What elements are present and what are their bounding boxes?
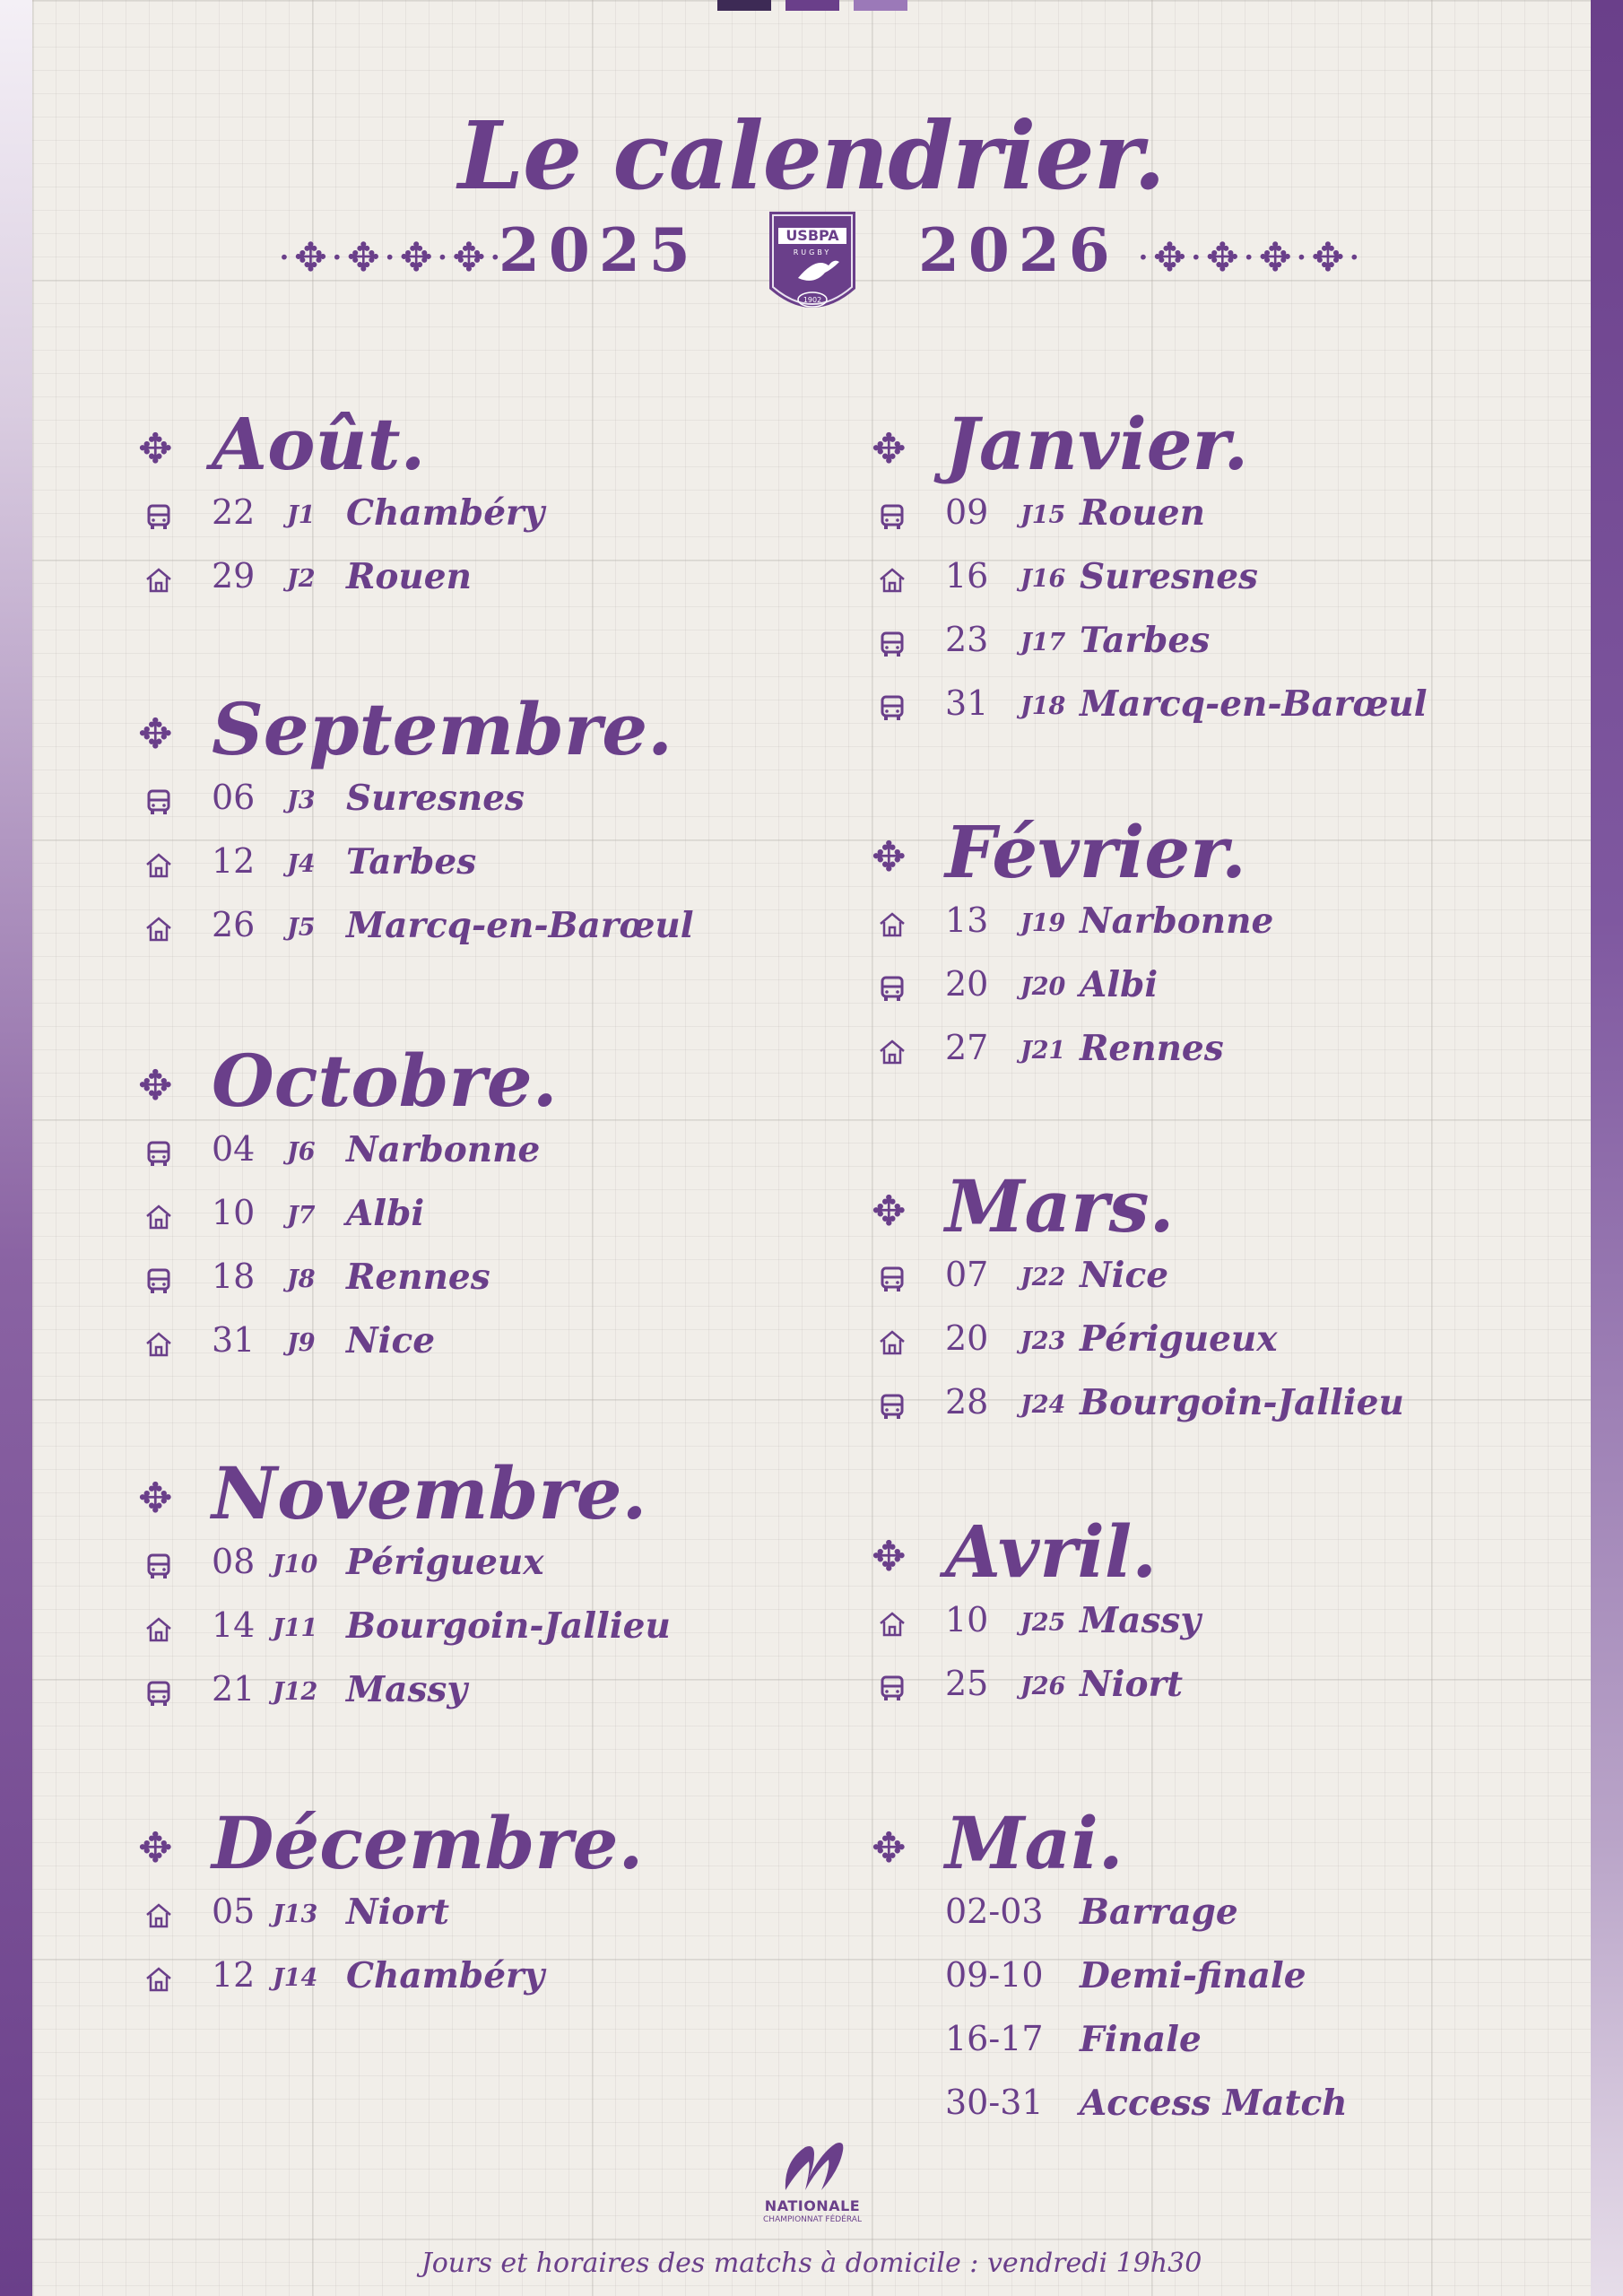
match-day: 09-10 xyxy=(945,1955,1044,1995)
match-round: J9 xyxy=(287,1329,316,1357)
match-day: 04 xyxy=(212,1129,256,1169)
away-bus-icon xyxy=(143,1678,174,1709)
match-day: 20 xyxy=(945,1318,989,1358)
month-header xyxy=(868,402,1532,489)
month-header xyxy=(868,810,1532,897)
match-opponent: Tarbes xyxy=(1080,620,1211,661)
month-name: Août. xyxy=(212,402,426,486)
home-house-icon xyxy=(877,909,907,940)
match-opponent: Bourgoin-Jallieu xyxy=(346,1605,671,1647)
match-opponent: Périgueux xyxy=(1080,1318,1278,1360)
club-crest xyxy=(762,206,863,328)
right-color-band xyxy=(1591,0,1623,2296)
league-sub: CHAMPIONNAT FÉDÉRAL xyxy=(763,2215,862,2224)
season-start-year: 2025 xyxy=(499,215,699,285)
cross-ornament-icon: ✥ xyxy=(872,832,907,881)
ornament-left: ·✥·✥·✥·✥· xyxy=(278,235,506,281)
month-name: Janvier. xyxy=(945,402,1249,486)
match-day: 25 xyxy=(945,1664,989,1703)
month-name: Décembre. xyxy=(212,1801,644,1885)
match-day: 13 xyxy=(945,900,989,940)
match-day: 10 xyxy=(945,1600,989,1639)
match-round: J23 xyxy=(1020,1327,1066,1355)
month-block xyxy=(868,810,1532,1088)
away-bus-icon xyxy=(877,1264,907,1294)
away-bus-icon xyxy=(143,787,174,817)
match-round: J11 xyxy=(273,1614,318,1642)
left-color-band xyxy=(0,0,32,2296)
away-bus-icon xyxy=(143,1265,174,1296)
match-opponent: Tarbes xyxy=(346,841,477,883)
cross-ornament-icon: ✥ xyxy=(872,1532,907,1580)
match-round: J19 xyxy=(1020,909,1066,937)
match-row xyxy=(868,897,1532,961)
cross-ornament-icon: ✥ xyxy=(872,1823,907,1872)
match-opponent: Niort xyxy=(346,1892,450,1933)
page-title: Le calendrier. xyxy=(457,100,1166,211)
match-round: J5 xyxy=(287,914,316,942)
away-bus-icon xyxy=(877,1673,907,1703)
match-opponent: Suresnes xyxy=(1080,556,1258,597)
season-header xyxy=(0,206,1623,332)
match-round: J22 xyxy=(1020,1264,1066,1292)
match-row xyxy=(135,1126,834,1189)
home-house-icon xyxy=(877,1037,907,1067)
match-day: 09 xyxy=(945,492,989,532)
match-round: J13 xyxy=(273,1900,318,1928)
match-day: 02-03 xyxy=(945,1892,1044,1931)
crest-name: USBPA xyxy=(785,227,839,244)
away-bus-icon xyxy=(877,1391,907,1422)
match-row xyxy=(868,1378,1532,1442)
match-row xyxy=(868,552,1532,616)
away-bus-icon xyxy=(877,501,907,532)
match-day: 28 xyxy=(945,1382,989,1422)
match-day: 16 xyxy=(945,556,989,596)
month-header xyxy=(135,687,834,774)
match-row xyxy=(868,2079,1532,2143)
cross-ornament-icon: ✥ xyxy=(872,424,907,473)
month-header xyxy=(868,1164,1532,1251)
match-row xyxy=(135,1602,834,1665)
match-day: 31 xyxy=(945,683,989,723)
match-row xyxy=(868,1952,1532,2015)
match-opponent: Marcq-en-Barœul xyxy=(346,905,694,946)
match-row xyxy=(868,680,1532,744)
month-name: Octobre. xyxy=(212,1039,558,1123)
match-round: J7 xyxy=(287,1202,316,1230)
match-row xyxy=(135,901,834,965)
month-block xyxy=(135,1451,834,1729)
match-day: 20 xyxy=(945,964,989,1004)
match-round: J2 xyxy=(287,565,316,593)
home-house-icon xyxy=(143,850,174,881)
match-row xyxy=(135,1888,834,1952)
match-row xyxy=(135,489,834,552)
match-day: 29 xyxy=(212,556,256,596)
match-day: 08 xyxy=(212,1542,256,1581)
match-row xyxy=(868,1888,1532,1952)
match-round: J20 xyxy=(1020,973,1066,1001)
match-opponent: Narbonne xyxy=(346,1129,541,1170)
month-header xyxy=(135,1801,834,1888)
match-row xyxy=(135,1189,834,1253)
match-opponent: Finale xyxy=(1080,2019,1202,2060)
match-opponent: Chambéry xyxy=(346,492,545,534)
league-name: NATIONALE xyxy=(764,2197,861,2214)
month-block xyxy=(868,1164,1532,1442)
match-row xyxy=(868,1660,1532,1724)
match-row xyxy=(868,1596,1532,1660)
match-opponent: Chambéry xyxy=(346,1955,545,1996)
match-round: J4 xyxy=(287,850,316,878)
home-house-icon xyxy=(877,1609,907,1639)
month-header xyxy=(135,402,834,489)
match-opponent: Rennes xyxy=(1080,1028,1224,1069)
month-block xyxy=(868,1801,1532,2143)
match-day: 10 xyxy=(212,1193,256,1232)
match-round: J26 xyxy=(1020,1673,1066,1700)
cross-ornament-icon: ✥ xyxy=(138,424,173,473)
match-day: 16-17 xyxy=(945,2019,1044,2058)
match-opponent: Nice xyxy=(346,1320,436,1361)
match-day: 22 xyxy=(212,492,256,532)
month-block xyxy=(868,402,1532,744)
month-header xyxy=(135,1451,834,1538)
month-header xyxy=(135,1039,834,1126)
match-opponent: Access Match xyxy=(1080,2083,1348,2124)
match-round: J3 xyxy=(287,787,316,814)
match-opponent: Massy xyxy=(346,1669,468,1710)
match-opponent: Nice xyxy=(1080,1255,1169,1296)
match-day: 23 xyxy=(945,620,989,659)
match-day: 05 xyxy=(212,1892,256,1931)
crest-sub: RUGBY xyxy=(793,248,832,257)
match-row xyxy=(135,552,834,616)
match-round: J14 xyxy=(273,1964,318,1992)
match-round: J25 xyxy=(1020,1609,1066,1637)
match-row xyxy=(135,1665,834,1729)
cross-ornament-icon: ✥ xyxy=(138,1474,173,1522)
match-row xyxy=(135,838,834,901)
home-house-icon xyxy=(143,1614,174,1645)
match-row xyxy=(868,961,1532,1024)
match-day: 06 xyxy=(212,778,256,817)
match-row xyxy=(135,774,834,838)
match-row xyxy=(135,1538,834,1602)
match-day: 31 xyxy=(212,1320,256,1360)
match-day: 26 xyxy=(212,905,256,944)
month-block xyxy=(135,687,834,965)
season-end-year: 2026 xyxy=(918,215,1119,285)
footer-note: Jours et horaires des matchs à domicile : vendredi 19h30 xyxy=(421,2248,1202,2279)
home-house-icon xyxy=(143,1964,174,1995)
match-round: J24 xyxy=(1020,1391,1066,1419)
month-block xyxy=(868,1509,1532,1724)
match-opponent: Narbonne xyxy=(1080,900,1274,942)
league-logo-mark xyxy=(759,2135,866,2197)
top-color-tab xyxy=(785,0,839,11)
month-header xyxy=(868,1801,1532,1888)
home-house-icon xyxy=(143,914,174,944)
away-bus-icon xyxy=(877,692,907,723)
match-round: J10 xyxy=(273,1551,318,1578)
month-name: Septembre. xyxy=(212,687,673,771)
home-house-icon xyxy=(143,1900,174,1931)
match-opponent: Niort xyxy=(1080,1664,1184,1705)
away-bus-icon xyxy=(877,629,907,659)
match-day: 18 xyxy=(212,1257,256,1296)
crest-year: 1902 xyxy=(803,296,822,304)
match-opponent: Suresnes xyxy=(346,778,525,819)
match-opponent: Rennes xyxy=(346,1257,490,1298)
away-bus-icon xyxy=(143,1138,174,1169)
match-opponent: Barrage xyxy=(1080,1892,1238,1933)
home-house-icon xyxy=(877,565,907,596)
match-day: 12 xyxy=(212,841,256,881)
match-round: J8 xyxy=(287,1265,316,1293)
match-day: 30-31 xyxy=(945,2083,1044,2122)
match-row xyxy=(135,1253,834,1317)
away-bus-icon xyxy=(143,1551,174,1581)
month-block xyxy=(135,1039,834,1380)
match-round: J18 xyxy=(1020,692,1066,720)
match-row xyxy=(135,1952,834,2015)
cross-ornament-icon: ✥ xyxy=(138,1061,173,1109)
match-row xyxy=(868,616,1532,680)
top-color-tab xyxy=(854,0,907,11)
match-round: J6 xyxy=(287,1138,316,1166)
home-house-icon xyxy=(143,1202,174,1232)
match-opponent: Albi xyxy=(1080,964,1159,1005)
cross-ornament-icon: ✥ xyxy=(138,1823,173,1872)
month-name: Novembre. xyxy=(212,1451,647,1535)
month-header xyxy=(868,1509,1532,1596)
match-day: 21 xyxy=(212,1669,256,1709)
match-row xyxy=(135,1317,834,1380)
match-round: J15 xyxy=(1020,501,1066,529)
home-house-icon xyxy=(143,565,174,596)
match-opponent: Rouen xyxy=(1080,492,1205,534)
cross-ornament-icon: ✥ xyxy=(872,1187,907,1235)
match-round: J21 xyxy=(1020,1037,1066,1065)
match-day: 12 xyxy=(212,1955,256,1995)
match-opponent: Rouen xyxy=(346,556,472,597)
match-round: J17 xyxy=(1020,629,1066,657)
match-opponent: Bourgoin-Jallieu xyxy=(1080,1382,1404,1423)
match-round: J12 xyxy=(273,1678,318,1706)
match-opponent: Albi xyxy=(346,1193,425,1234)
cross-ornament-icon: ✥ xyxy=(138,709,173,758)
month-block xyxy=(135,1801,834,2015)
month-name: Février. xyxy=(945,810,1246,894)
top-color-tab xyxy=(717,0,771,11)
match-opponent: Massy xyxy=(1080,1600,1202,1641)
away-bus-icon xyxy=(143,501,174,532)
month-block xyxy=(135,402,834,616)
away-bus-icon xyxy=(877,973,907,1004)
match-row xyxy=(868,1315,1532,1378)
match-row xyxy=(868,489,1532,552)
match-opponent: Demi-finale xyxy=(1080,1955,1306,1996)
match-day: 07 xyxy=(945,1255,989,1294)
league-logo xyxy=(759,2135,866,2240)
match-day: 14 xyxy=(212,1605,256,1645)
match-row xyxy=(868,2015,1532,2079)
ornament-right: ·✥·✥·✥·✥· xyxy=(1137,235,1365,281)
match-day: 27 xyxy=(945,1028,989,1067)
home-house-icon xyxy=(877,1327,907,1358)
match-opponent: Périgueux xyxy=(346,1542,544,1583)
match-row xyxy=(868,1024,1532,1088)
month-name: Mars. xyxy=(945,1164,1175,1248)
match-round: J16 xyxy=(1020,565,1066,593)
match-row xyxy=(868,1251,1532,1315)
month-name: Mai. xyxy=(945,1801,1124,1885)
match-round: J1 xyxy=(287,501,316,529)
month-name: Avril. xyxy=(945,1509,1158,1594)
home-house-icon xyxy=(143,1329,174,1360)
match-opponent: Marcq-en-Barœul xyxy=(1080,683,1428,725)
